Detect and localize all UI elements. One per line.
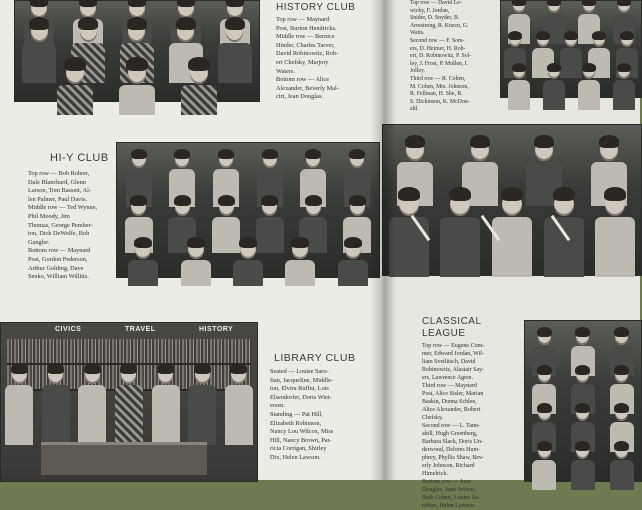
library-club-caption: Seated — Louise Saro- fian, Jacqueline, Middle- ton, Elvira Ruffni, Lois Elsendorfer, Doris Wiet- ersen. Standing — Pat Hill, Elizabeth Robinson, Nancy Lou Wilcox, Miss Hill, Nancy Brown, Pat- ricia Corrigan, Shirley Dix, Helen Lawson. (270, 368, 334, 461)
hi-y-club-photo (116, 142, 380, 278)
classical-league-photo (524, 320, 642, 482)
classical-league-caption: Top row — Eugene Com- mer, Edward Jordan, Wil- liam Svetlitsch, David Robinowitz, Alastair Say- ers, Lawrence Agree. Third row — Maynard Post, Alice Sisler, Marian Baskin, Donna Schlee, Alice Alexander, Robert Chefsky. Second row — L. Tann- ahill, Hugh Greenberg, Barbara Slack, Doris Un- derwood, Delores Hum- phrey, Phyllis Shaw, Bev- erly Johnson, Richard Himelrick. Bottom row — Joan Douglas, June Avison, Ruth Cohen, Louise Sa- rofian, Helen Lawson. (422, 343, 485, 509)
classical-league-group-photo (382, 124, 642, 276)
right-yearbook-page (382, 0, 640, 509)
sign-travel: TRAVEL (125, 326, 156, 333)
book-spine-shadow (370, 0, 396, 480)
right-top-club-photo (500, 0, 642, 98)
hi-y-club-heading: HI-Y CLUB (50, 152, 109, 164)
classical-league-heading: CLASSICAL LEAGUE (422, 316, 482, 339)
history-club-photo (14, 0, 260, 102)
sign-history: HISTORY (199, 326, 234, 333)
library-club-heading: LIBRARY CLUB (274, 352, 356, 364)
right-top-caption: Top row — David Le- wicky, F. Jordan, Snider, D. Snyder, B. Armstrong, R. Knecn, G. Watts. Second row — F. Som- ers, D. Heimer, H. Rob- ert, D. Robinowitz, P. Sol- ley, J. Frost, P. Mullen, I. Jolley. Third row — R. Coben, M. Cohen, Mrs. Johnson, R. Fellman, H. Sbe, R. S. Dickinson, K. McDon- ald. (410, 0, 472, 113)
history-club-caption: Top row — Maynard Post, Burton Hendricks. Middle row — Bernice Hinder, Charles Tarver, David Robinowitz, Rob- ert Chefsky, Marjory Waters. Bottom row — Alice Alexander, Beverly Mal- cirt, Jean Douglas. (276, 16, 339, 101)
history-club-heading: HISTORY CLUB (276, 2, 356, 13)
sign-civics: CIVICS (55, 326, 82, 333)
library-club-photo (0, 322, 258, 482)
hi-y-club-caption: Top row — Bob Rohrer, Dale Blanchard, Glenn Larson, Tom Bassett, Al- len Palmer, Paul Davis. Middle row — Ted Wynne, Phil Moody, Jim Thomas, George Pember- ton, Dick DeWolfe, Bob Gangler. Bottom row — Maynard Post, Gordon Pederson, Arthur Golding, Dave Senko, William Willitts. (28, 170, 98, 281)
